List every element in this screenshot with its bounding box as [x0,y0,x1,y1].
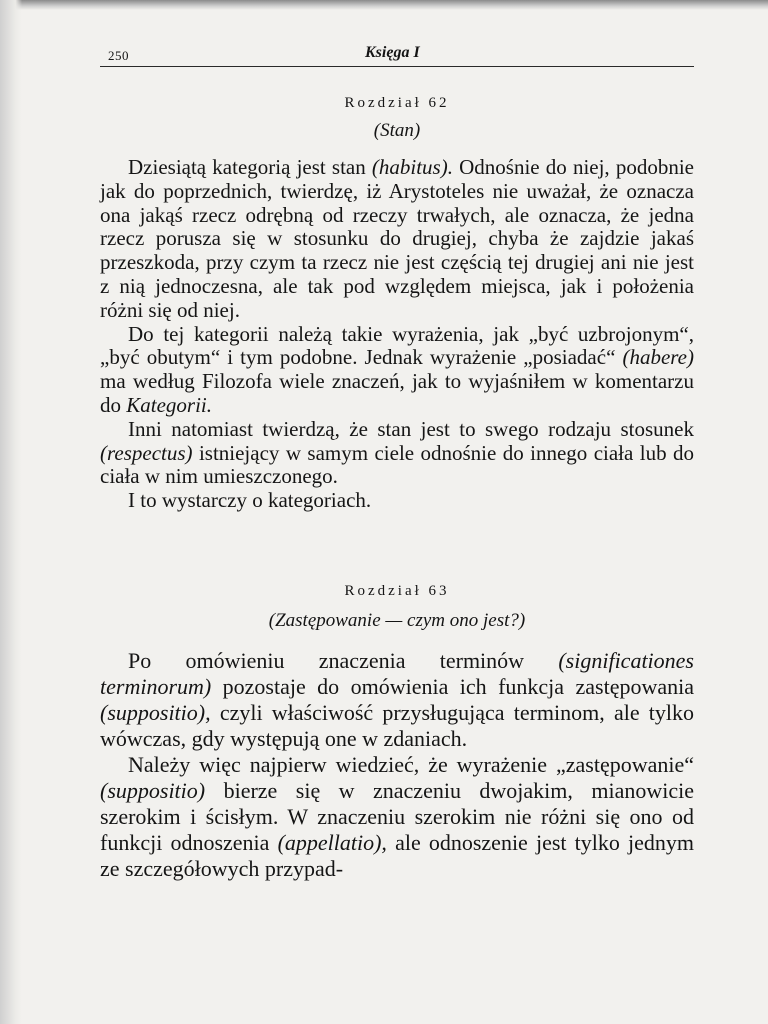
text-run: ma według Filozofa wiele znaczeń, jak to wyjaśniłem w komentarzu do [100,369,694,417]
latin-term: (significationes terminorum) [100,647,694,699]
text-run: Inni natomiast twierdzą, że stan jest to swego rodzaju stosunek [128,416,694,441]
paragraph [100,648,694,752]
chapter-63-heading: Rozdział 63 [344,582,450,599]
text-run: Do tej kategorii należą takie wyrażenia, jak „być uzbrojonym“, „być obutym“ i tym podobne. Jednak wyrażenie „posiadać“ [100,321,694,370]
book-page [100,40,694,882]
text-run: Dziesiątą kategorią jest stan [128,155,372,179]
latin-term: (respectus) [100,440,193,465]
chapter-63-body [100,648,694,882]
running-head [100,40,694,67]
text-run: czyli właściwość przysługująca terminom, ale tylko wówczas, gdy występują one w zdaniach. [100,699,694,751]
text-run: ale odnoszenie jest tylko jednym ze szczegółowych przypad- [100,829,694,881]
chapter-63-subtitle: (Zastępowanie — czym ono jest?) [268,609,526,631]
paragraph [100,156,694,323]
chapter-62-subtitle: (Stan) [373,120,421,141]
text-run: Po omówieniu znaczenia terminów [128,647,559,673]
paragraph [100,489,694,513]
page-number: 250 [108,48,129,63]
book-title: Księga I [365,44,420,61]
latin-term: (suppositio), [100,699,211,725]
latin-term: (appellatio), [277,829,387,855]
latin-term: (habitus). [371,155,453,179]
text-run: pozostaje do omówienia ich funkcja zastępowania [211,673,694,699]
text-run: istniejący w samym ciele odnośnie do innego ciała lub do ciała w nim umieszczonego. [100,440,694,489]
latin-term: Kategorii. [126,392,213,417]
latin-term: (suppositio) [100,777,206,803]
paragraph [100,418,694,489]
latin-term: (habere) [622,345,694,370]
text-run: Odnośnie do niej, podobnie jak do poprzednich, twierdzę, iż Arystoteles nie uważał, że oznacza ona jakąś rzecz odrębną od rzeczy trwałych, ale oznacza, że jedna rzecz porusza się w stosunku do drugiej, chyba że zajdzie jakaś przeszkoda, przy czym ta rzecz nie jest częścią tej drugiej ani nie jest z nią jednoczesna, ale tak pod względem miejsca, jak i położenia różni się od niej. [100,155,694,322]
paragraph [100,752,694,882]
scan-top-edge [0,0,768,10]
scan-left-shadow [0,0,22,1024]
text-run: bierze się w znaczeniu dwojakim, mianowicie szerokim i ścisłym. W znaczeniu szerokim nie różni się ono od funkcji odnoszenia [100,777,694,855]
text-run: Należy więc najpierw wiedzieć, że wyrażenie „zastępowanie“ [128,751,694,777]
chapter-62-heading: Rozdział 62 [344,95,450,111]
paragraph [100,323,694,418]
chapter-62-body [100,156,694,513]
text-run: I to wystarczy o kategoriach. [128,488,372,513]
